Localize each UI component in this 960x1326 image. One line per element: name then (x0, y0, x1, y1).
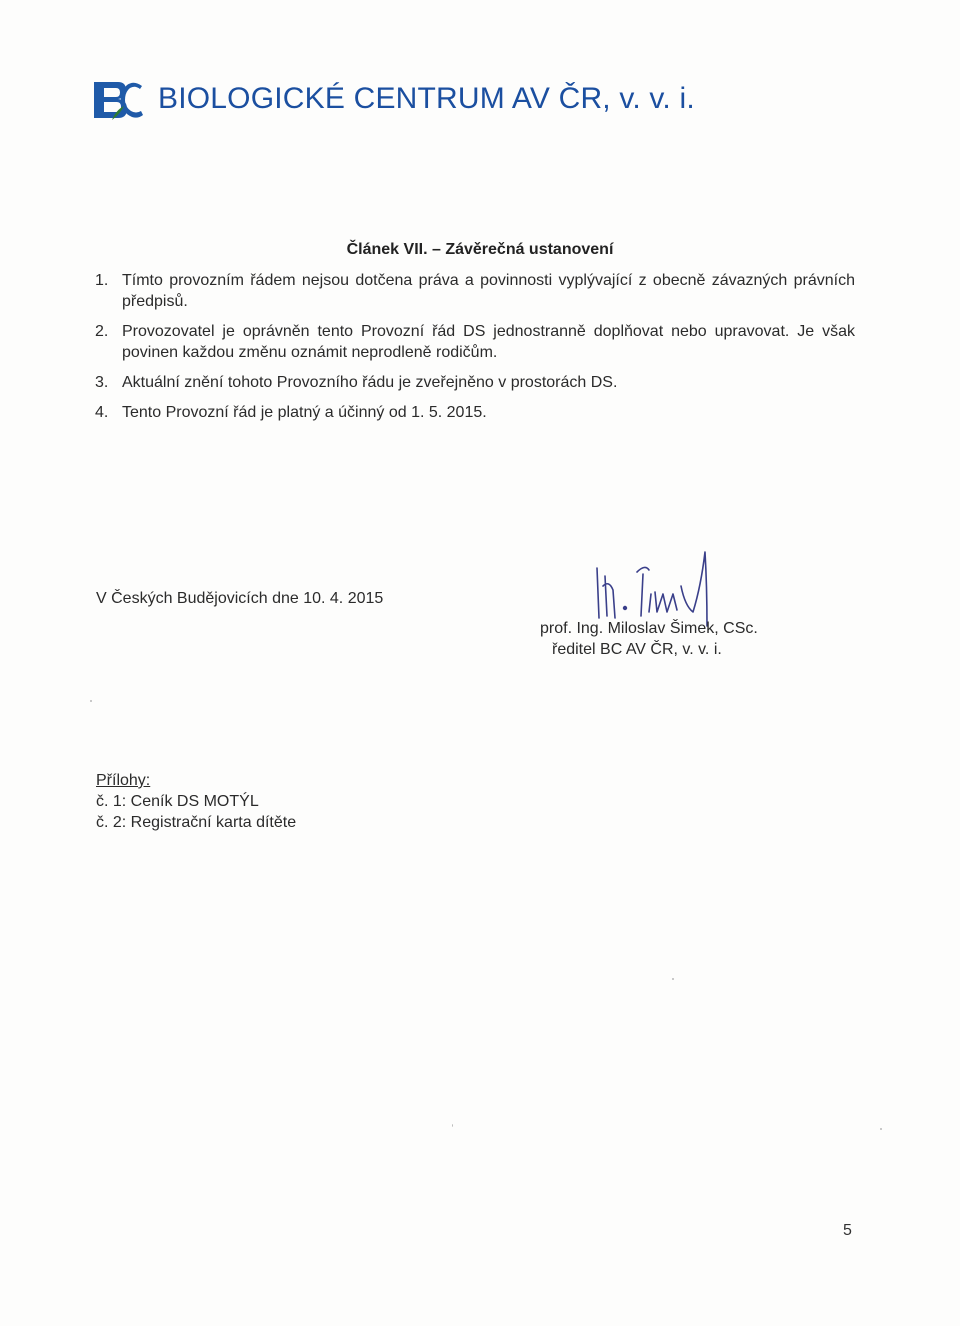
signatory-role: ředitel BC AV ČR, v. v. i. (552, 641, 722, 658)
scan-speck (880, 1128, 882, 1130)
signatory-block (540, 618, 758, 660)
item-number: 4. (95, 404, 109, 421)
attachment-item: č. 2: Registrační karta dítěte (96, 814, 297, 831)
attachments-section (96, 770, 296, 833)
article-heading: Článek VII. – Závěrečná ustanovení (346, 241, 614, 258)
item-text: Tímto provozním řádem nejsou dotčena práva a povinnosti vyplývající z obecně závazných právních předpisů. (122, 272, 855, 310)
institution-logo-icon (94, 76, 144, 122)
attachment-item: č. 1: Ceník DS MOTÝL (96, 793, 259, 810)
letterhead (94, 76, 695, 122)
item-text: Aktuální znění tohoto Provozního řádu je zveřejněno v prostorách DS. (122, 374, 618, 391)
article-items (95, 270, 855, 432)
item-number: 1. (95, 272, 109, 289)
list-item (95, 372, 855, 393)
item-number: 3. (95, 374, 109, 391)
scan-speck (90, 700, 92, 702)
list-item (95, 321, 855, 363)
attachments-title: Přílohy: (96, 772, 151, 789)
scan-speck (452, 1124, 453, 1127)
item-number: 2. (95, 323, 109, 340)
organization-name: BIOLOGICKÉ CENTRUM AV ČR, v. v. i. (158, 82, 695, 115)
scan-speck (672, 978, 674, 980)
place-and-date: V Českých Budějovicích dne 10. 4. 2015 (96, 590, 384, 607)
item-text: Provozovatel je oprávněn tento Provozní řád DS jednostranně doplňovat nebo upravovat. Je však povinen každou změnu oznámit neprodleně rodičům. (122, 323, 855, 361)
page-number: 5 (843, 1222, 852, 1239)
signatory-name: prof. Ing. Miloslav Šimek, CSc. (540, 620, 758, 637)
item-text: Tento Provozní řád je platný a účinný od 1. 5. 2015. (122, 404, 487, 421)
list-item (95, 402, 855, 423)
list-item (95, 270, 855, 312)
